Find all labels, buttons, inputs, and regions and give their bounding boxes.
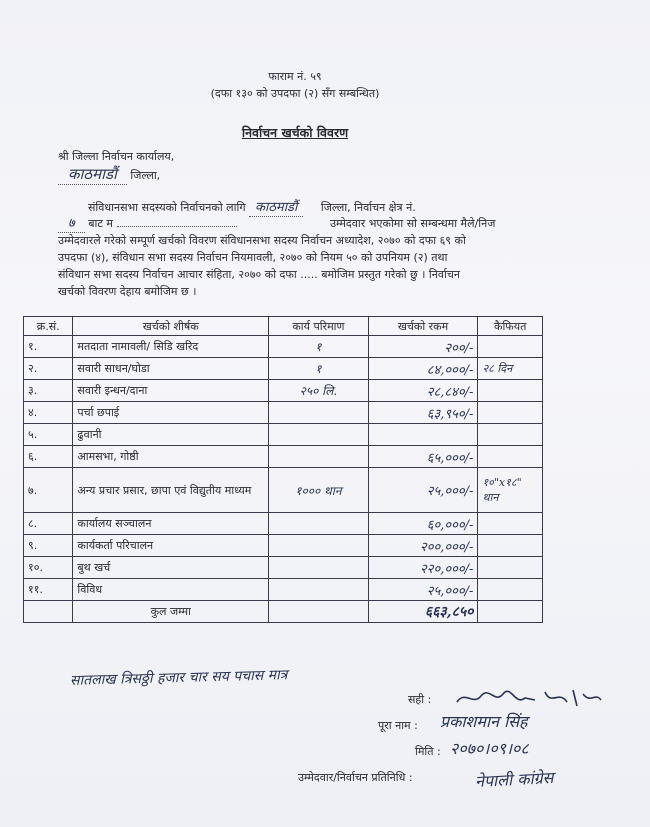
row-remarks (478, 336, 543, 358)
para-text-1: संविधानसभा सदस्यको निर्वाचनको लागि (88, 201, 246, 214)
row-title: पर्चा छपाई (73, 402, 269, 424)
address-district-line (58, 164, 160, 185)
header-title: खर्चको शीर्षक (73, 317, 269, 336)
district-suffix: जिल्ला, (130, 169, 161, 182)
row-sn: ८. (24, 513, 73, 535)
row-amount: ८४,०००/- (368, 358, 478, 380)
row-sn: ४. (24, 402, 73, 424)
total-sn (24, 601, 73, 623)
row-sn: ६. (24, 446, 73, 468)
table-row (24, 358, 543, 380)
row-quantity (269, 513, 369, 535)
row-sn: ९. (24, 535, 73, 557)
date-label: मिति : (415, 745, 441, 758)
header-sn: क्र.सं. (24, 317, 73, 336)
district-handwritten: काठमाडौं (58, 164, 127, 185)
row-title: आमसभा, गोष्ठी (73, 446, 269, 468)
row-remarks (478, 402, 543, 424)
paragraph-line-4: उपदफा (४), संविधान सभा सदस्य निर्वाचन नियमावली, २०७० को नियम ५० को उपनियम (२) तथा (58, 251, 448, 264)
row-quantity: १००० थान (269, 468, 369, 513)
role-label: उम्मेदवार/निर्वाचन प्रतिनिधि : (298, 771, 413, 784)
row-amount: २५,०००/- (368, 468, 478, 513)
row-remarks (478, 579, 543, 601)
row-quantity: १ (269, 336, 369, 358)
form-number: फाराम नं. ५९ (268, 70, 322, 83)
paragraph-line-3: उम्मेदवारले गरेको सम्पूर्ण खर्चको विवरण संविधानसभा सदस्य निर्वाचन अध्यादेश, २०७० को दफा ६९ को (58, 234, 466, 247)
total-qty (269, 601, 369, 623)
table-row (24, 446, 543, 468)
row-remarks: २८ दिन (478, 358, 543, 380)
row-quantity (269, 535, 369, 557)
handwritten-signature (455, 686, 605, 708)
row-remarks (478, 446, 543, 468)
table-row (24, 424, 543, 446)
row-sn: ३. (24, 380, 73, 402)
table-row (24, 468, 543, 513)
row-quantity (269, 402, 369, 424)
expense-table (23, 316, 543, 623)
table-row (24, 579, 543, 601)
row-amount: २००/- (368, 336, 478, 358)
row-amount: ६३,९५०/- (368, 402, 478, 424)
name-value: प्रकाशमान सिंह (440, 712, 528, 731)
header-remarks: कैफियत (478, 317, 543, 336)
total-label: कुल जम्मा (73, 601, 269, 623)
paragraph-line-6: खर्चको विवरण देहाय बमोजिम छ । (58, 285, 197, 298)
header-quantity: कार्य परिमाण (269, 317, 369, 336)
party-value: नेपाली कांग्रेस (474, 767, 554, 792)
row-amount: ६५,०००/- (368, 446, 478, 468)
amount-in-words: सातलाख त्रिसठ्ठी हजार चार सय पचास मात्र (69, 667, 288, 689)
row-title: कार्यकर्ता परिचालन (73, 535, 269, 557)
date-value: २०७०।०९।०८ (450, 739, 529, 758)
row-title: विविध (73, 579, 269, 601)
address-to-line: श्री जिल्ला निर्वाचन कार्यालय, (58, 150, 175, 163)
row-amount (368, 424, 478, 446)
para-text-3: बाट म (88, 217, 114, 230)
row-quantity (269, 579, 369, 601)
row-quantity: १ (269, 358, 369, 380)
row-remarks (478, 535, 543, 557)
paragraph-line-5: संविधान सभा सदस्य निर्वाचन आचार संहिता, २०७० को दफा ..... बमोजिम प्रस्तुत गरेको छु । निर्वाचन (58, 268, 460, 281)
paragraph-line-2b: उम्मेदवार भएकोमा सो सम्बन्धमा मैले/निज (330, 217, 496, 230)
table-header-row (24, 317, 543, 336)
row-sn: ७. (24, 468, 73, 513)
row-title: बुथ खर्च (73, 557, 269, 579)
total-row (24, 601, 543, 623)
signature-label: सही : (408, 693, 432, 706)
row-title: अन्य प्रचार प्रसार, छापा एवं विद्युतीय माध्यम (73, 468, 269, 513)
row-amount: २५,०००/- (368, 579, 478, 601)
para-text-2: जिल्ला, निर्वाचन क्षेत्र नं. (320, 201, 416, 214)
row-remarks: १०"x१८" थान (478, 468, 543, 513)
row-sn: १. (24, 336, 73, 358)
row-amount: २८,८४०/- (368, 380, 478, 402)
form-title: निर्वाचन खर्चको विवरण (241, 125, 349, 140)
row-title: मतदाता नामावली/ सिडि खरिद (73, 336, 269, 358)
table-row (24, 557, 543, 579)
name-label: पूरा नाम : (378, 719, 418, 732)
row-title: सवारी इन्धन/दाना (73, 380, 269, 402)
row-remarks (478, 557, 543, 579)
row-title: कार्यालय सञ्चालन (73, 513, 269, 535)
candidate-name-blank (117, 226, 237, 227)
table-row (24, 535, 543, 557)
table-row (24, 380, 543, 402)
row-quantity (269, 446, 369, 468)
row-sn: ५. (24, 424, 73, 446)
row-title: सवारी साधन/घोडा (73, 358, 269, 380)
header-amount: खर्चको रकम (368, 317, 478, 336)
table-row (24, 513, 543, 535)
row-quantity (269, 557, 369, 579)
row-quantity: २५० लि. (269, 380, 369, 402)
table-row (24, 402, 543, 424)
total-rem (478, 601, 543, 623)
district-fill: काठमाडौं (249, 199, 303, 217)
signature-scribble-icon (455, 686, 605, 710)
table-row (24, 336, 543, 358)
total-value: ६६३,८५० (368, 601, 478, 623)
row-sn: २. (24, 358, 73, 380)
row-remarks (478, 513, 543, 535)
section-reference: (दफा १३० को उपदफा (२) सँग सम्बन्धित) (210, 87, 380, 100)
row-quantity (269, 424, 369, 446)
row-amount: २००,०००/- (368, 535, 478, 557)
row-amount: २२०,०००/- (368, 557, 478, 579)
row-remarks (478, 380, 543, 402)
row-amount: ६०,०००/- (368, 513, 478, 535)
row-remarks (478, 424, 543, 446)
constituency-fill: ७ (58, 215, 85, 233)
row-sn: ११. (24, 579, 73, 601)
row-sn: १०. (24, 557, 73, 579)
row-title: ढुवानी (73, 424, 269, 446)
